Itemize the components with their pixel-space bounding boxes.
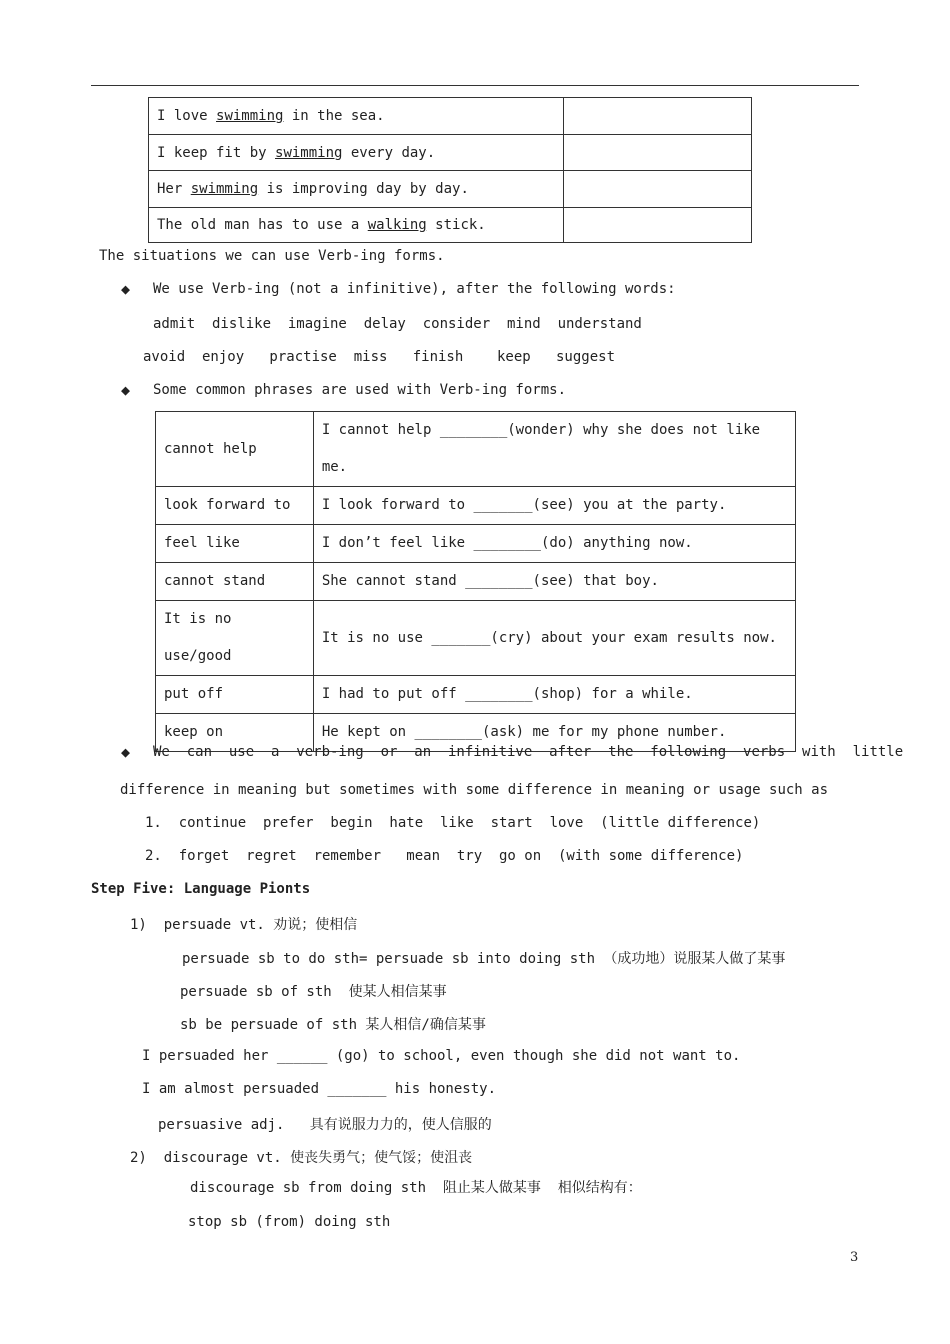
word-list-1: admit dislike imagine delay consider mind understand xyxy=(153,316,642,332)
sentence-cell: I love swimming in the sea. xyxy=(149,98,564,135)
bullet-diamond-icon: ◆ xyxy=(121,381,131,399)
empty-cell xyxy=(564,135,752,171)
list-item-2: 2. forget regret remember mean try go on (with some difference) xyxy=(145,848,744,864)
step-five-heading: Step Five: Language Pionts xyxy=(91,881,311,897)
table-row xyxy=(156,563,796,601)
phrase-cell: look forward to xyxy=(156,487,314,525)
empty-cell xyxy=(564,171,752,208)
example-cell: She cannot stand ________(see) that boy. xyxy=(313,563,795,601)
example-cell: I look forward to _______(see) you at the party. xyxy=(313,487,795,525)
table-row xyxy=(149,135,752,171)
bullet-3-line-2: difference in meaning but sometimes with some difference in meaning or usage such as xyxy=(120,782,829,798)
bullet-diamond-icon: ◆ xyxy=(121,280,131,298)
lp-line: I persuaded her ______ (go) to school, even though she did not want to. xyxy=(142,1048,741,1064)
empty-cell xyxy=(564,208,752,243)
table-row xyxy=(156,676,796,714)
example-cell: He kept on ________(ask) me for my phone number. xyxy=(313,714,795,752)
word-list-2: avoid enjoy practise miss finish keep suggest xyxy=(143,349,616,365)
lp-line: 2) discourage vt. 使丧失勇气；使气馁；使沮丧 xyxy=(130,1150,473,1166)
phrase-cell: cannot stand xyxy=(156,563,314,601)
phrase-cell: It is no use/good xyxy=(156,601,314,676)
bullet-3-line-1: We can use a verb-ing or an infinitive after the following verbs with little xyxy=(153,744,904,760)
sentence-cell: I keep fit by swimming every day. xyxy=(149,135,564,171)
sentence-cell: The old man has to use a walking stick. xyxy=(149,208,564,243)
table-row xyxy=(156,601,796,676)
phrase-cell: cannot help xyxy=(156,412,314,487)
table-row xyxy=(149,208,752,243)
table-row xyxy=(149,171,752,208)
lp-line: stop sb (from) doing sth xyxy=(188,1214,391,1230)
bullet-diamond-icon: ◆ xyxy=(121,743,131,761)
example-cell: I cannot help ________(wonder) why she does not like me. xyxy=(313,412,795,487)
lp-line: 1) persuade vt. 劝说；使相信 xyxy=(130,917,358,933)
phrases-table xyxy=(155,411,796,752)
table-row xyxy=(156,487,796,525)
example-cell: I don’t feel like ________(do) anything now. xyxy=(313,525,795,563)
example-table xyxy=(148,97,752,243)
situations-text: The situations we can use Verb-ing forms. xyxy=(99,248,445,264)
sentence-cell: Her swimming is improving day by day. xyxy=(149,171,564,208)
table-row xyxy=(156,412,796,487)
empty-cell xyxy=(564,98,752,135)
lp-line: discourage sb from doing sth 阻止某人做某事 相似结构有： xyxy=(190,1180,642,1196)
phrase-cell: keep on xyxy=(156,714,314,752)
lp-line: sb be persuade of sth 某人相信/确信某事 xyxy=(180,1017,486,1033)
lp-line: persuasive adj. 具有说服力力的，使人信服的 xyxy=(158,1117,492,1133)
bullet-1: We use Verb-ing (not a infinitive), after the following words: xyxy=(153,281,676,297)
phrase-cell: feel like xyxy=(156,525,314,563)
table-row xyxy=(149,98,752,135)
table-row xyxy=(156,525,796,563)
header-rule xyxy=(91,85,859,86)
example-cell: It is no use _______(cry) about your exam results now. xyxy=(313,601,795,676)
list-item-1: 1. continue prefer begin hate like start love (little difference) xyxy=(145,815,761,831)
page-number: 3 xyxy=(850,1250,859,1265)
lp-line: I am almost persuaded _______ his honesty. xyxy=(142,1081,497,1097)
bullet-2: Some common phrases are used with Verb-ing forms. xyxy=(153,382,567,398)
example-cell: I had to put off ________(shop) for a while. xyxy=(313,676,795,714)
lp-line: persuade sb to do sth= persuade sb into doing sth （成功地）说服某人做了某事 xyxy=(182,951,786,967)
phrase-cell: put off xyxy=(156,676,314,714)
lp-line: persuade sb of sth 使某人相信某事 xyxy=(180,984,447,1000)
